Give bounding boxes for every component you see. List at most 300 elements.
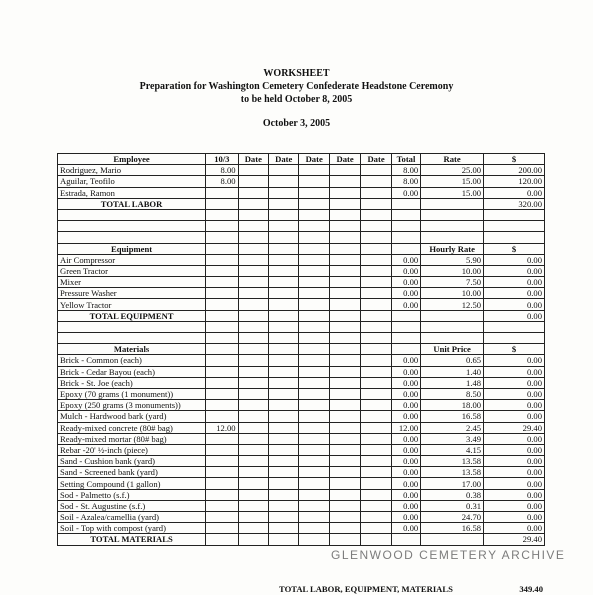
empty-cell xyxy=(206,243,238,254)
amount: 0.00 xyxy=(484,366,545,377)
materials-row xyxy=(58,512,545,523)
empty-cell xyxy=(329,232,360,243)
materials-row xyxy=(58,478,545,489)
rate: 0.31 xyxy=(421,500,484,511)
column-header: Date xyxy=(329,154,360,165)
materials-row xyxy=(58,377,545,388)
materials-row xyxy=(58,523,545,534)
employee-name: Rodriguez, Mario xyxy=(58,165,206,176)
materials-row xyxy=(58,489,545,500)
empty-cell xyxy=(58,321,206,332)
amount: 0.00 xyxy=(484,444,545,455)
archive-watermark: GLENWOOD CEMETERY ARCHIVE xyxy=(331,548,566,562)
empty-cell xyxy=(269,355,299,366)
empty-cell xyxy=(269,232,299,243)
empty-cell xyxy=(206,209,238,220)
empty-cell xyxy=(269,456,299,467)
empty-cell xyxy=(269,512,299,523)
empty-cell xyxy=(299,478,329,489)
employee-name: Estrada, Ramon xyxy=(58,187,206,198)
empty-cell xyxy=(299,467,329,478)
qty-10-3 xyxy=(206,512,238,523)
empty-cell xyxy=(206,534,238,545)
empty-cell xyxy=(299,254,329,265)
empty-cell xyxy=(269,411,299,422)
total-labor-amount: 320.00 xyxy=(484,198,545,209)
empty-cell xyxy=(299,411,329,422)
total-qty: 0.00 xyxy=(391,355,420,366)
empty-cell xyxy=(361,400,391,411)
empty-cell xyxy=(238,333,268,344)
blank-row xyxy=(58,321,545,332)
amount: 0.00 xyxy=(484,411,545,422)
materials-row xyxy=(58,433,545,444)
rate: 17.00 xyxy=(421,478,484,489)
qty-10-3 xyxy=(206,433,238,444)
empty-cell xyxy=(329,254,360,265)
rate: 16.58 xyxy=(421,523,484,534)
empty-cell xyxy=(238,299,268,310)
amount: 200.00 xyxy=(484,165,545,176)
rate-header: Hourly Rate xyxy=(421,243,484,254)
worksheet-date: October 3, 2005 xyxy=(262,118,331,129)
empty-cell xyxy=(361,333,391,344)
empty-cell xyxy=(361,187,391,198)
blank-row xyxy=(58,209,545,220)
qty-10-3 xyxy=(206,478,238,489)
empty-cell xyxy=(361,176,391,187)
rate: 1.48 xyxy=(421,377,484,388)
empty-cell xyxy=(299,377,329,388)
empty-cell xyxy=(299,198,329,209)
empty-cell xyxy=(299,444,329,455)
empty-cell xyxy=(329,512,360,523)
empty-cell xyxy=(299,344,329,355)
qty-10-3 xyxy=(206,288,238,299)
materials-row xyxy=(58,456,545,467)
item-name: Setting Compound (1 gallon) xyxy=(58,478,206,489)
qty-10-3 xyxy=(206,265,238,276)
empty-cell xyxy=(269,433,299,444)
worksheet-title: WORKSHEET xyxy=(263,68,330,79)
empty-cell xyxy=(269,422,299,433)
empty-cell xyxy=(361,299,391,310)
total-qty: 0.00 xyxy=(391,288,420,299)
empty-cell xyxy=(299,534,329,545)
item-name: Mulch - Hardwood bark (yard) xyxy=(58,411,206,422)
empty-cell xyxy=(329,523,360,534)
empty-cell xyxy=(238,321,268,332)
equipment-row xyxy=(58,288,545,299)
column-header: Rate xyxy=(421,154,484,165)
empty-cell xyxy=(484,321,545,332)
empty-cell xyxy=(269,366,299,377)
equipment-row xyxy=(58,299,545,310)
empty-cell xyxy=(299,299,329,310)
rate: 12.50 xyxy=(421,299,484,310)
item-name: Brick - Common (each) xyxy=(58,355,206,366)
empty-cell xyxy=(329,534,360,545)
empty-cell xyxy=(238,444,268,455)
empty-cell xyxy=(238,310,268,321)
item-name: Sand - Screened bank (yard) xyxy=(58,467,206,478)
qty-10-3 xyxy=(206,411,238,422)
materials-row xyxy=(58,467,545,478)
empty-cell xyxy=(238,254,268,265)
empty-cell xyxy=(299,243,329,254)
total-qty: 0.00 xyxy=(391,400,420,411)
amount-header: $ xyxy=(484,344,545,355)
empty-cell xyxy=(421,310,484,321)
total-qty: 12.00 xyxy=(391,422,420,433)
amount: 29.40 xyxy=(484,422,545,433)
empty-cell xyxy=(361,254,391,265)
column-header: $ xyxy=(484,154,545,165)
empty-cell xyxy=(269,299,299,310)
empty-cell xyxy=(361,478,391,489)
item-name: Brick - St. Joe (each) xyxy=(58,377,206,388)
amount: 0.00 xyxy=(484,456,545,467)
empty-cell xyxy=(269,500,299,511)
empty-cell xyxy=(329,344,360,355)
empty-cell xyxy=(238,467,268,478)
labor-row xyxy=(58,165,545,176)
total-hours: 8.00 xyxy=(391,176,420,187)
section-total-label: TOTAL EQUIPMENT xyxy=(58,310,206,321)
empty-cell xyxy=(329,243,360,254)
amount: 0.00 xyxy=(484,388,545,399)
empty-cell xyxy=(299,288,329,299)
qty-10-3 xyxy=(206,400,238,411)
empty-cell xyxy=(361,344,391,355)
empty-cell xyxy=(391,198,420,209)
qty-10-3 xyxy=(206,500,238,511)
empty-cell xyxy=(206,221,238,232)
total-qty: 0.00 xyxy=(391,444,420,455)
empty-cell xyxy=(421,333,484,344)
empty-cell xyxy=(269,444,299,455)
equipment-row xyxy=(58,265,545,276)
materials-row xyxy=(58,422,545,433)
qty-10-3 xyxy=(206,523,238,534)
empty-cell xyxy=(391,310,420,321)
rate: 5.90 xyxy=(421,254,484,265)
empty-cell xyxy=(238,176,268,187)
total-hours: 8.00 xyxy=(391,165,420,176)
empty-cell xyxy=(329,456,360,467)
empty-cell xyxy=(329,489,360,500)
empty-cell xyxy=(361,355,391,366)
empty-cell xyxy=(299,456,329,467)
empty-cell xyxy=(269,523,299,534)
grand-total-label: TOTAL LABOR, EQUIPMENT, MATERIALS xyxy=(279,584,453,594)
qty-10-3 xyxy=(206,377,238,388)
empty-cell xyxy=(299,500,329,511)
item-name: Mixer xyxy=(58,277,206,288)
empty-cell xyxy=(484,221,545,232)
empty-cell xyxy=(269,534,299,545)
amount: 0.00 xyxy=(484,523,545,534)
qty-10-3 xyxy=(206,467,238,478)
item-name: Pressure Washer xyxy=(58,288,206,299)
materials-row xyxy=(58,388,545,399)
empty-cell xyxy=(238,209,268,220)
empty-cell xyxy=(206,232,238,243)
empty-cell xyxy=(269,221,299,232)
empty-cell xyxy=(299,388,329,399)
rate: 10.00 xyxy=(421,288,484,299)
empty-cell xyxy=(238,512,268,523)
empty-cell xyxy=(329,355,360,366)
qty-10-3 xyxy=(206,456,238,467)
empty-cell xyxy=(269,187,299,198)
worksheet-table xyxy=(57,153,545,546)
empty-cell xyxy=(329,265,360,276)
empty-cell xyxy=(238,456,268,467)
rate: 13.58 xyxy=(421,467,484,478)
empty-cell xyxy=(269,388,299,399)
rate: 3.49 xyxy=(421,433,484,444)
empty-cell xyxy=(299,333,329,344)
empty-cell xyxy=(329,299,360,310)
empty-cell xyxy=(361,534,391,545)
empty-cell xyxy=(58,232,206,243)
rate: 2.45 xyxy=(421,422,484,433)
total-qty: 0.00 xyxy=(391,467,420,478)
amount: 0.00 xyxy=(484,377,545,388)
materials-row xyxy=(58,400,545,411)
empty-cell xyxy=(391,209,420,220)
empty-cell xyxy=(238,422,268,433)
total-qty: 0.00 xyxy=(391,489,420,500)
empty-cell xyxy=(299,366,329,377)
section-total-amount: 0.00 xyxy=(484,310,545,321)
rate: 16.58 xyxy=(421,411,484,422)
empty-cell xyxy=(361,422,391,433)
item-name: Green Tractor xyxy=(58,265,206,276)
empty-cell xyxy=(391,221,420,232)
empty-cell xyxy=(299,221,329,232)
item-name: Soil - Top with compost (yard) xyxy=(58,523,206,534)
materials-row xyxy=(58,366,545,377)
empty-cell xyxy=(269,198,299,209)
empty-cell xyxy=(299,165,329,176)
amount: 0.00 xyxy=(484,400,545,411)
empty-cell xyxy=(269,254,299,265)
empty-cell xyxy=(269,165,299,176)
empty-cell xyxy=(269,467,299,478)
item-name: Ready-mixed mortar (80# bag) xyxy=(58,433,206,444)
empty-cell xyxy=(329,388,360,399)
total-qty: 0.00 xyxy=(391,265,420,276)
empty-cell xyxy=(299,310,329,321)
rate: 0.65 xyxy=(421,355,484,366)
empty-cell xyxy=(299,265,329,276)
empty-cell xyxy=(329,433,360,444)
empty-cell xyxy=(269,265,299,276)
hours-10-3 xyxy=(206,187,238,198)
amount: 0.00 xyxy=(484,512,545,523)
rate: 25.00 xyxy=(421,165,484,176)
empty-cell xyxy=(269,489,299,500)
materials-row xyxy=(58,411,545,422)
empty-cell xyxy=(361,243,391,254)
amount: 0.00 xyxy=(484,478,545,489)
blank-row xyxy=(58,333,545,344)
empty-cell xyxy=(238,366,268,377)
empty-cell xyxy=(329,198,360,209)
item-name: Rebar -20' ½-inch (piece) xyxy=(58,444,206,455)
empty-cell xyxy=(361,377,391,388)
empty-cell xyxy=(269,176,299,187)
empty-cell xyxy=(238,388,268,399)
empty-cell xyxy=(329,209,360,220)
empty-cell xyxy=(421,321,484,332)
empty-cell xyxy=(484,333,545,344)
empty-cell xyxy=(238,265,268,276)
item-name: Yellow Tractor xyxy=(58,299,206,310)
total-labor-label: TOTAL LABOR xyxy=(58,198,206,209)
empty-cell xyxy=(361,165,391,176)
empty-cell xyxy=(299,400,329,411)
empty-cell xyxy=(238,411,268,422)
grand-total-amount: 349.40 xyxy=(519,584,543,594)
materials-row xyxy=(58,500,545,511)
empty-cell xyxy=(238,523,268,534)
empty-cell xyxy=(269,288,299,299)
empty-cell xyxy=(361,198,391,209)
hours-10-3: 8.00 xyxy=(206,165,238,176)
empty-cell xyxy=(329,176,360,187)
total-hours: 0.00 xyxy=(391,187,420,198)
empty-cell xyxy=(484,209,545,220)
empty-cell xyxy=(391,344,420,355)
empty-cell xyxy=(391,333,420,344)
item-name: Epoxy (70 grams (1 monument)) xyxy=(58,388,206,399)
total-qty: 0.00 xyxy=(391,411,420,422)
empty-cell xyxy=(329,366,360,377)
empty-cell xyxy=(238,500,268,511)
empty-cell xyxy=(329,310,360,321)
qty-10-3 xyxy=(206,366,238,377)
empty-cell xyxy=(238,433,268,444)
amount: 0.00 xyxy=(484,299,545,310)
empty-cell xyxy=(361,366,391,377)
total-qty: 0.00 xyxy=(391,366,420,377)
empty-cell xyxy=(299,355,329,366)
empty-cell xyxy=(329,467,360,478)
empty-cell xyxy=(269,209,299,220)
empty-cell xyxy=(361,232,391,243)
empty-cell xyxy=(238,232,268,243)
rate: 10.00 xyxy=(421,265,484,276)
empty-cell xyxy=(299,512,329,523)
empty-cell xyxy=(299,176,329,187)
empty-cell xyxy=(329,321,360,332)
empty-cell xyxy=(238,277,268,288)
rate: 0.38 xyxy=(421,489,484,500)
empty-cell xyxy=(329,187,360,198)
amount: 0.00 xyxy=(484,288,545,299)
amount: 0.00 xyxy=(484,433,545,444)
amount: 0.00 xyxy=(484,467,545,478)
empty-cell xyxy=(361,456,391,467)
empty-cell xyxy=(391,243,420,254)
empty-cell xyxy=(58,333,206,344)
amount: 0.00 xyxy=(484,489,545,500)
amount-header: $ xyxy=(484,243,545,254)
amount: 0.00 xyxy=(484,355,545,366)
empty-cell xyxy=(299,523,329,534)
total-qty: 0.00 xyxy=(391,277,420,288)
section-total-label: TOTAL MATERIALS xyxy=(58,534,206,545)
total-qty: 0.00 xyxy=(391,433,420,444)
empty-cell xyxy=(361,444,391,455)
empty-cell xyxy=(238,400,268,411)
amount: 0.00 xyxy=(484,187,545,198)
empty-cell xyxy=(361,221,391,232)
total-qty: 0.00 xyxy=(391,377,420,388)
empty-cell xyxy=(329,500,360,511)
worksheet-event-date: to be held October 8, 2005 xyxy=(240,94,353,105)
grand-total-row xyxy=(57,583,545,595)
empty-cell xyxy=(269,400,299,411)
empty-cell xyxy=(361,265,391,276)
empty-cell xyxy=(421,221,484,232)
item-name: Epoxy (250 grams (3 monuments)) xyxy=(58,400,206,411)
empty-cell xyxy=(361,277,391,288)
employee-name: Aguilar, Teofilo xyxy=(58,176,206,187)
rate: 4.15 xyxy=(421,444,484,455)
empty-cell xyxy=(269,321,299,332)
rate: 1.40 xyxy=(421,366,484,377)
empty-cell xyxy=(329,400,360,411)
section-header: Equipment xyxy=(58,243,206,254)
empty-cell xyxy=(58,209,206,220)
item-name: Ready-mixed concrete (80# bag) xyxy=(58,422,206,433)
empty-cell xyxy=(299,422,329,433)
total-qty: 0.00 xyxy=(391,478,420,489)
empty-cell xyxy=(206,333,238,344)
empty-cell xyxy=(299,187,329,198)
total-qty: 0.00 xyxy=(391,299,420,310)
empty-cell xyxy=(299,489,329,500)
item-name: Sand - Cushion bank (yard) xyxy=(58,456,206,467)
empty-cell xyxy=(299,433,329,444)
empty-cell xyxy=(329,288,360,299)
equipment-row xyxy=(58,277,545,288)
empty-cell xyxy=(421,232,484,243)
empty-cell xyxy=(206,321,238,332)
empty-cell xyxy=(238,377,268,388)
total-qty: 0.00 xyxy=(391,254,420,265)
empty-cell xyxy=(361,500,391,511)
empty-cell xyxy=(238,344,268,355)
rate-header: Unit Price xyxy=(421,344,484,355)
empty-cell xyxy=(206,198,238,209)
qty-10-3 xyxy=(206,355,238,366)
empty-cell xyxy=(361,209,391,220)
empty-cell xyxy=(238,288,268,299)
column-header: Date xyxy=(269,154,299,165)
empty-cell xyxy=(421,534,484,545)
total-qty: 0.00 xyxy=(391,500,420,511)
empty-cell xyxy=(269,333,299,344)
section-header: Materials xyxy=(58,344,206,355)
labor-row xyxy=(58,176,545,187)
qty-10-3: 12.00 xyxy=(206,422,238,433)
empty-cell xyxy=(361,467,391,478)
